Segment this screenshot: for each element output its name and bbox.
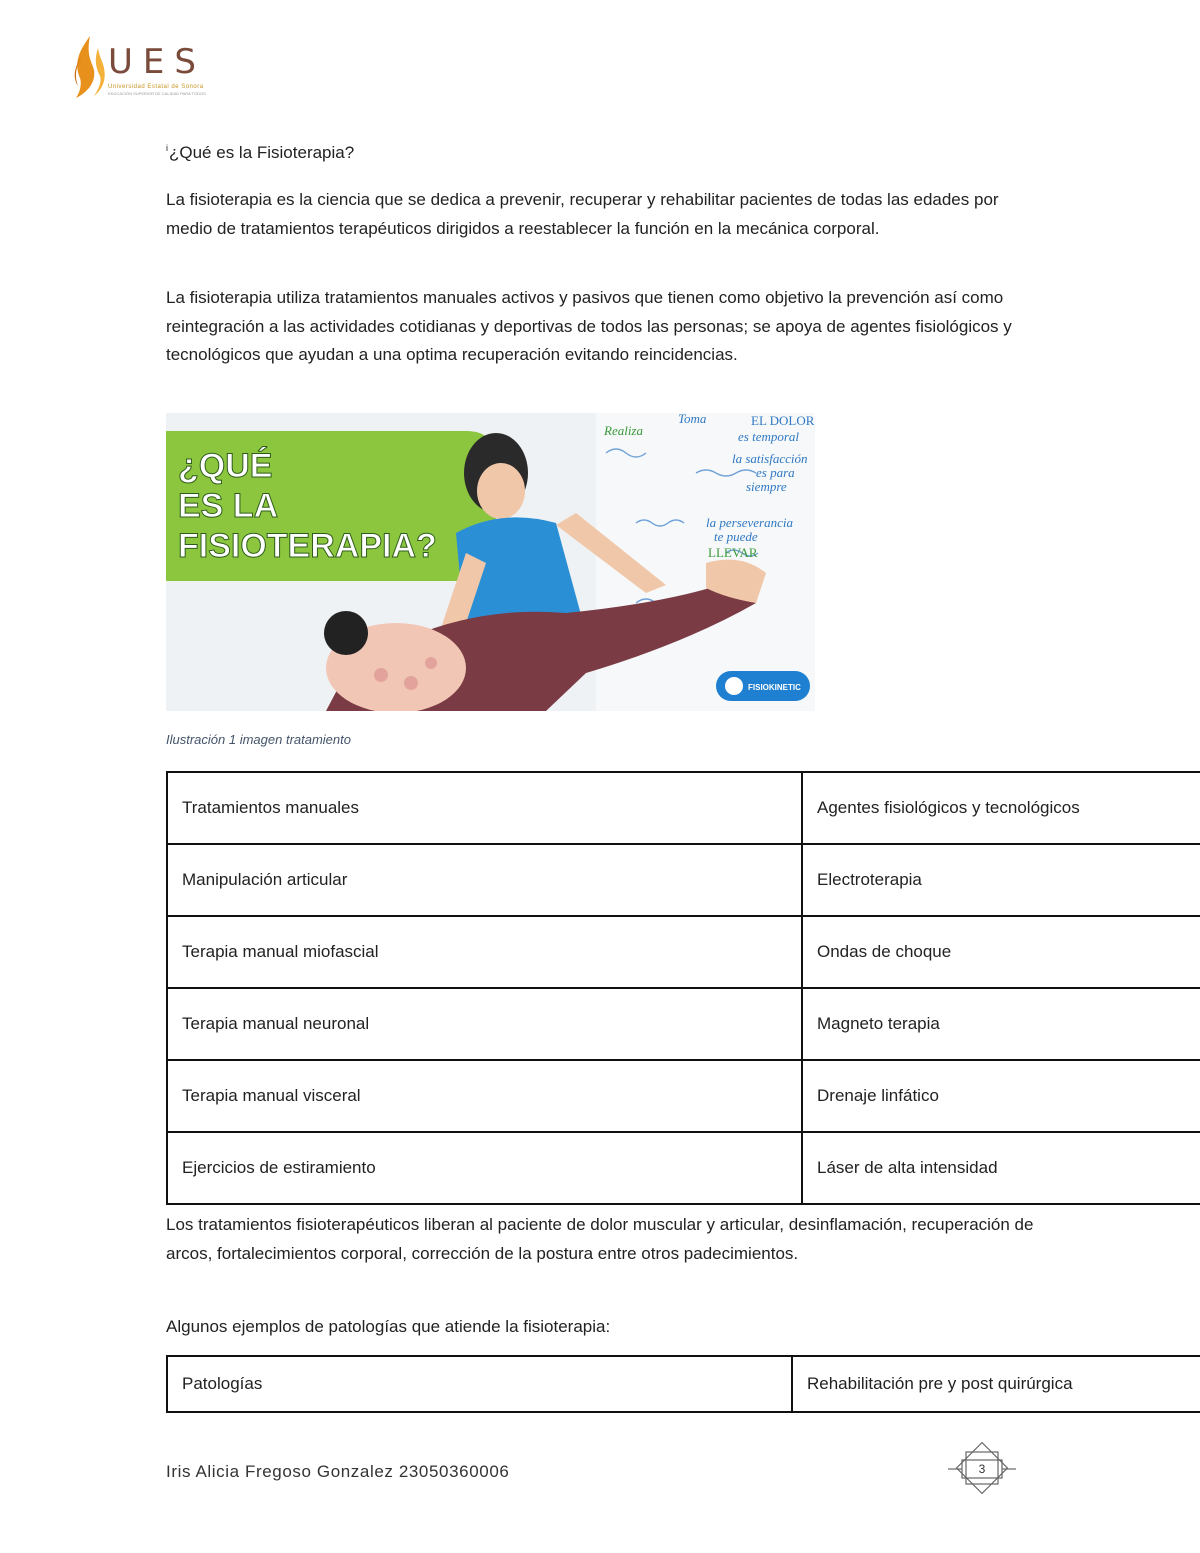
ues-logo	[68, 32, 228, 102]
wall-word: es temporal	[738, 429, 800, 444]
table-cell: Magneto terapia	[802, 988, 1200, 1060]
table-row	[167, 1356, 1200, 1412]
table-cell: Electroterapia	[802, 844, 1200, 916]
pathologies-table	[166, 1355, 1200, 1413]
paragraph-treatments: La fisioterapia utiliza tratamientos manuales activos y pasivos que tienen como objetivo la prevención así como reintegración a las actividades cotidianas y deportivas de todos las personas; se apoya de agentes fisiológicos y tecnológicos que ayudan a una optima recuperación evitando reincidencias.	[166, 288, 1012, 364]
table-cell: Patologías	[167, 1356, 792, 1412]
wall-word: te puede	[714, 529, 758, 544]
wall-word: Realiza	[604, 423, 643, 438]
table-cell: Terapia manual miofascial	[167, 916, 802, 988]
photo-badge: FISIOKINETIC	[748, 683, 801, 692]
table-row	[167, 916, 1200, 988]
paragraph-pathologies-intro: Algunos ejemplos de patologías que atiende la fisioterapia:	[166, 1317, 611, 1336]
paragraph-definition: La fisioterapia es la ciencia que se dedica a prevenir, recuperar y rehabilitar pacientes de todas las edades por medio de tratamientos terapéuticos dirigidos a reestablecer la función en la mecánica corporal.	[166, 190, 999, 238]
table-cell: Terapia manual visceral	[167, 1060, 802, 1132]
section-heading	[166, 143, 1036, 163]
table-cell: Ejercicios de estiramiento	[167, 1132, 802, 1204]
table-cell: Rehabilitación pre y post quirúrgica	[792, 1356, 1200, 1412]
wall-word: es para	[756, 465, 795, 480]
figure-caption: Ilustración 1 imagen tratamiento	[166, 732, 351, 747]
logo-text: UES	[108, 42, 206, 82]
table-cell: Drenaje linfático	[802, 1060, 1200, 1132]
wall-word: la perseverancia	[706, 515, 794, 530]
footnote-mark[interactable]: i	[166, 143, 168, 153]
page-number-badge	[944, 1440, 1020, 1500]
table-row	[167, 1060, 1200, 1132]
table-cell: Láser de alta intensidad	[802, 1132, 1200, 1204]
treatment-photo	[166, 413, 815, 711]
photo-title-line: ¿QUÉ	[178, 447, 273, 485]
wall-word: la satisfacción	[732, 451, 808, 466]
logo-tagline: EDUCACIÓN SUPERIOR DE CALIDAD PARA TODOS	[108, 91, 206, 96]
wall-word: LLEVAR	[708, 545, 758, 560]
table-cell: Tratamientos manuales	[167, 772, 802, 844]
table-row	[167, 1132, 1200, 1204]
table-row	[167, 844, 1200, 916]
table-cell: Agentes fisiológicos y tecnológicos	[802, 772, 1200, 844]
logo-subtitle: Universidad Estatal de Sonora	[108, 84, 204, 90]
table-row	[167, 988, 1200, 1060]
section-title: ¿Qué es la Fisioterapia?	[169, 143, 355, 162]
wall-word: EL DOLOR	[751, 413, 815, 428]
treatments-table	[166, 771, 1200, 1205]
photo-title-line: ES LA	[178, 487, 279, 525]
paragraph-benefits: Los tratamientos fisioterapéuticos liberan al paciente de dolor muscular y articular, desinflamación, recuperación de arcos, fortalecimientos corporal, corrección de la postura entre otros padecimientos.	[166, 1215, 1034, 1263]
table-cell: Manipulación articular	[167, 844, 802, 916]
photo-title-line: FISIOTERAPIA?	[178, 527, 437, 565]
table-row	[167, 772, 1200, 844]
treatment-illustration	[166, 413, 815, 711]
table-cell: Ondas de choque	[802, 916, 1200, 988]
page-number: 3	[978, 1462, 986, 1476]
flame-icon	[68, 34, 108, 100]
wall-word: siempre	[746, 479, 787, 494]
footer-author: Iris Alicia Fregoso Gonzalez 23050360006	[166, 1462, 510, 1481]
table-cell: Terapia manual neuronal	[167, 988, 802, 1060]
wall-word: Toma	[678, 413, 707, 426]
